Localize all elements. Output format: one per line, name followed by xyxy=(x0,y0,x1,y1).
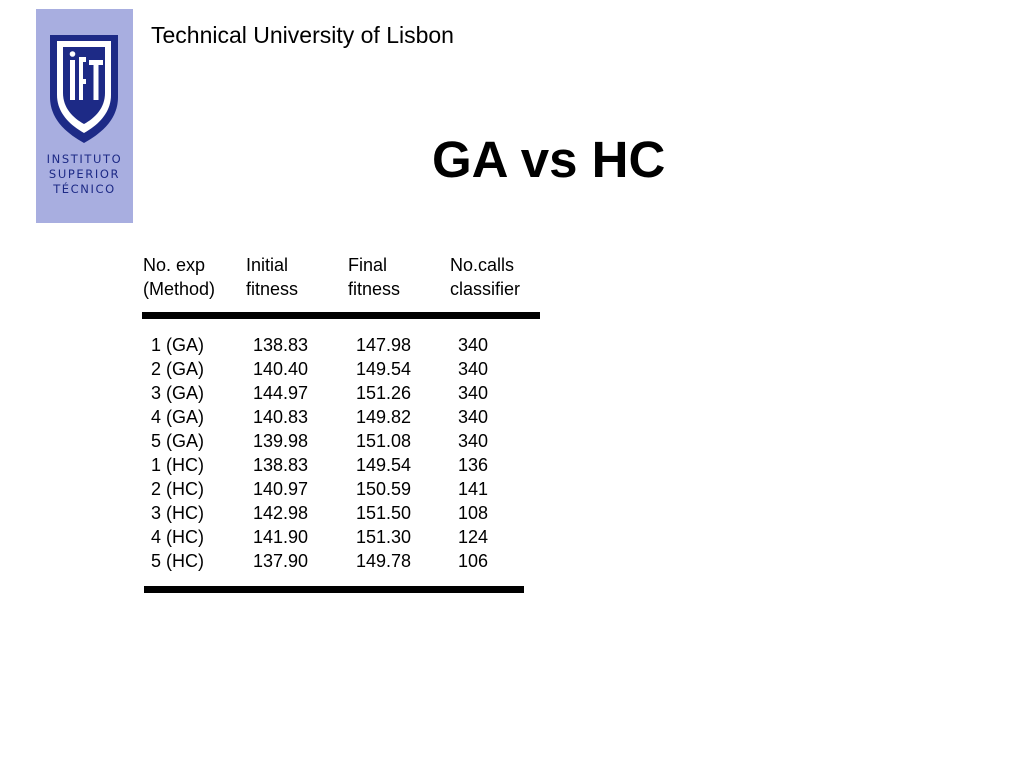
cell-final-fitness: 151.08 xyxy=(356,431,412,451)
header-initial-fitness-line1: Initial xyxy=(246,255,289,275)
cell-no-calls: 340 xyxy=(458,383,489,403)
logo-wordmark xyxy=(36,152,133,197)
shield-logo-icon xyxy=(48,33,120,145)
cell-initial-fitness: 144.97 xyxy=(253,383,309,403)
cell-no-exp: 3 (GA) xyxy=(151,383,205,403)
cell-no-exp: 2 (GA) xyxy=(151,359,205,379)
cell-no-calls: 340 xyxy=(458,335,489,355)
cell-no-calls: 340 xyxy=(458,431,489,451)
cell-no-calls: 136 xyxy=(458,455,489,475)
cell-no-exp: 5 (GA) xyxy=(151,431,205,451)
table-top-rule xyxy=(142,312,540,319)
cell-no-calls: 141 xyxy=(458,479,489,499)
cell-initial-fitness: 139.98 xyxy=(253,431,309,451)
header-no-calls-line2: classifier xyxy=(450,279,521,299)
header-no-exp-line1: No. exp xyxy=(143,255,206,275)
cell-final-fitness: 151.26 xyxy=(356,383,412,403)
cell-no-calls: 108 xyxy=(458,503,489,523)
cell-final-fitness: 151.50 xyxy=(356,503,412,523)
cell-no-calls: 340 xyxy=(458,407,489,427)
cell-initial-fitness: 141.90 xyxy=(253,527,309,547)
cell-final-fitness: 149.82 xyxy=(356,407,412,427)
header-no-calls xyxy=(450,253,520,301)
cell-initial-fitness: 137.90 xyxy=(253,551,309,571)
cell-no-exp: 1 (GA) xyxy=(151,335,205,355)
cell-no-calls: 340 xyxy=(458,359,489,379)
cell-no-calls: 124 xyxy=(458,527,489,547)
header-no-exp-line2: (Method) xyxy=(143,279,216,299)
cell-initial-fitness: 138.83 xyxy=(253,335,309,355)
header-final-fitness-line1: Final xyxy=(348,255,388,275)
header-final-fitness xyxy=(348,253,400,301)
header-initial-fitness-line2: fitness xyxy=(246,279,299,299)
table-bottom-rule xyxy=(144,586,524,593)
cell-final-fitness: 149.78 xyxy=(356,551,412,571)
cell-initial-fitness: 138.83 xyxy=(253,455,309,475)
cell-no-exp: 4 (GA) xyxy=(151,407,205,427)
institution-logo xyxy=(36,9,133,223)
header-no-exp xyxy=(143,253,215,301)
cell-no-exp: 3 (HC) xyxy=(151,503,204,523)
header-initial-fitness xyxy=(246,253,298,301)
slide-title: GA vs HC xyxy=(432,131,666,188)
institution-name: Technical University of Lisbon xyxy=(151,22,454,48)
cell-final-fitness: 147.98 xyxy=(356,335,412,355)
cell-initial-fitness: 140.97 xyxy=(253,479,309,499)
logo-line-2: SUPERIOR xyxy=(48,167,121,181)
header-no-calls-line1: No.calls xyxy=(450,255,515,275)
header-final-fitness-line2: fitness xyxy=(348,279,401,299)
logo-line-1: INSTITUTO xyxy=(46,152,123,166)
cell-final-fitness: 149.54 xyxy=(356,359,412,379)
logo-line-3: TÉCNICO xyxy=(53,182,116,196)
cell-no-exp: 5 (HC) xyxy=(151,551,204,571)
cell-final-fitness: 149.54 xyxy=(356,455,412,475)
cell-no-exp: 1 (HC) xyxy=(151,455,204,475)
cell-no-calls: 106 xyxy=(458,551,489,571)
cell-initial-fitness: 142.98 xyxy=(253,503,309,523)
cell-no-exp: 2 (HC) xyxy=(151,479,204,499)
cell-final-fitness: 150.59 xyxy=(356,479,412,499)
cell-final-fitness: 151.30 xyxy=(356,527,412,547)
cell-initial-fitness: 140.83 xyxy=(253,407,309,427)
cell-no-exp: 4 (HC) xyxy=(151,527,204,547)
cell-initial-fitness: 140.40 xyxy=(253,359,309,379)
